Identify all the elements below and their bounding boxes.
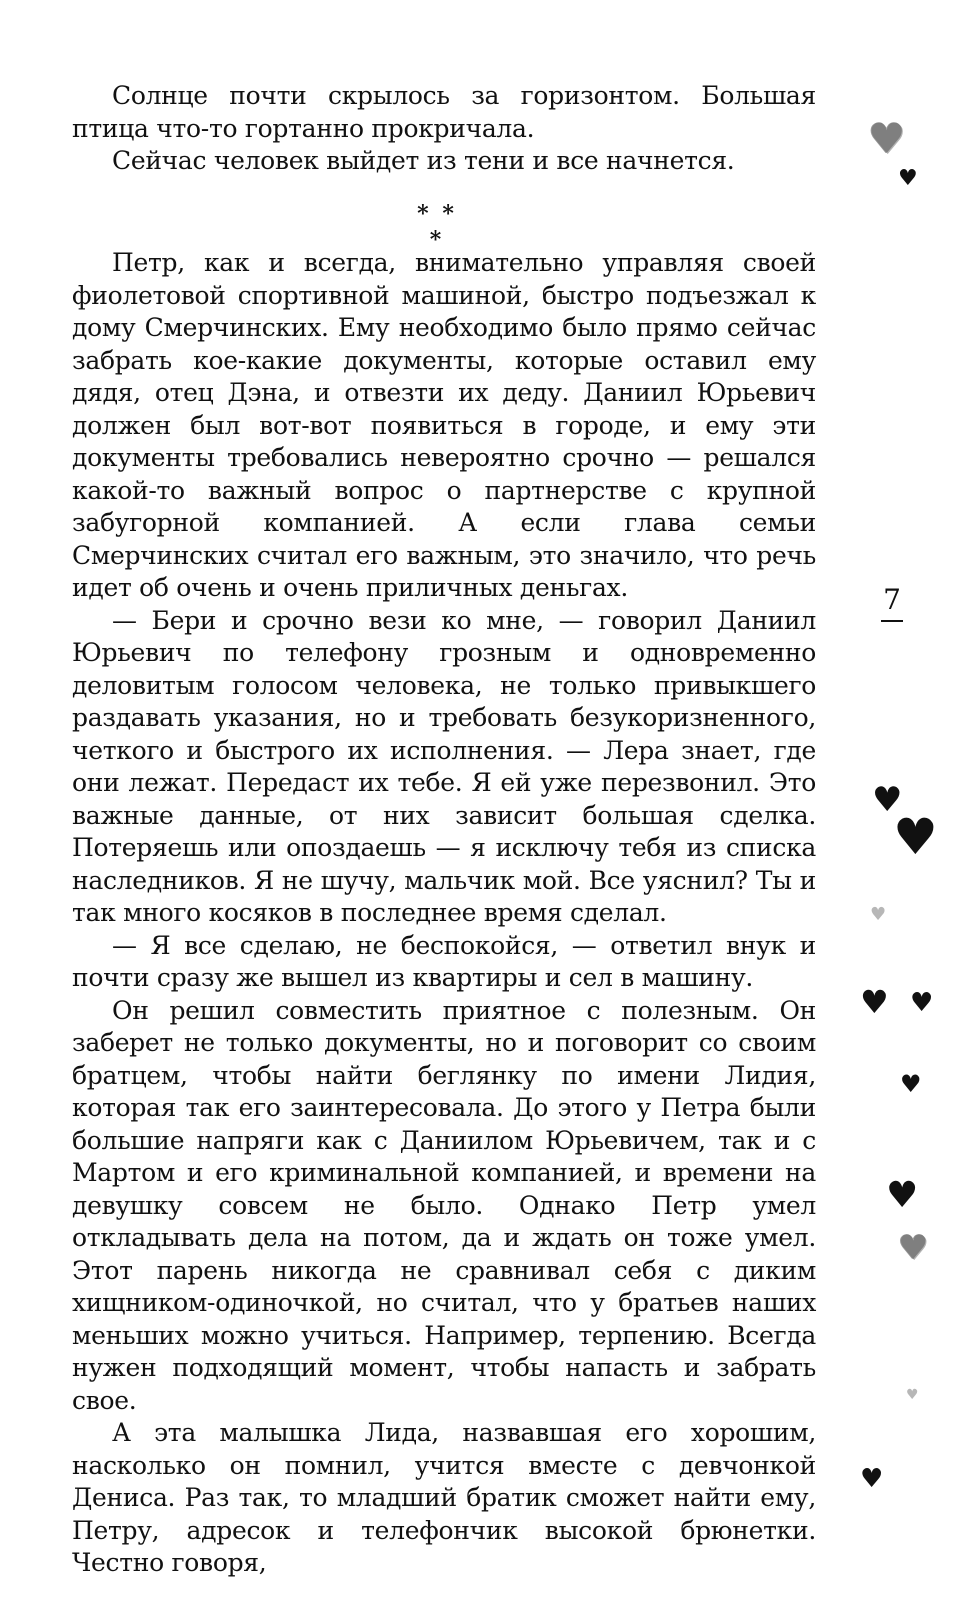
section-separator: * * *: [417, 201, 457, 253]
heart-icon: ♥: [893, 808, 938, 866]
heart-icon: ♥: [870, 904, 887, 925]
paragraph: Он решил совместить приятное с полезным. Он заберет не только документы, но и поговорит со своим братцем, чтобы найти беглянку по имени Лидия, которая так его заинтересовала. До этого у Петра были большие напряги как с Даниилом Юрьевичем, так и с Мартом и его криминальной компанией, и времени на девушку совсем не было. Однако Петр умел откладывать дела на потом, да и ждать он тоже умел. Этот парень никогда не сравнивал себя с диким хищником-одиночкой, но считал, что у братьев наших меньших можно учиться. Например, терпению. Всегда нужен подходящий момент, чтобы напасть и забрать свое.: [72, 995, 816, 1415]
heart-icon: ♥: [860, 983, 889, 1021]
heart-icon: ♥: [898, 166, 918, 191]
paragraph: Петр, как и всегда, внимательно управляя своей фиолетовой спортивной машиной, быстро подъезжал к дому Смерчинских. Ему необходимо было прямо сейчас забрать кое-какие документы, которые оставил ему дядя, отец Дэна, и отвезти их деду. Даниил Юрьевич должен был вот-вот появиться в городе, и ему эти документы требовались невероятно срочно — решался какой-то важный вопрос о партнерстве с крупной забугорной компанией. А если глава семьи Смерчинских считал его важным, это значило, что речь идет об очень и очень приличных деньгах.: [72, 248, 816, 602]
heart-icon: ♥: [872, 780, 903, 820]
heart-icon: ♥: [906, 1387, 919, 1403]
paragraph: Солнце почти скрылось за горизонтом. Большая птица что-то гортанно прокричала.: [72, 81, 816, 143]
heart-icon: ♥: [900, 1070, 922, 1098]
paragraph: — Я все сделаю, не беспокойся, — ответил внук и почти сразу же вышел из квартиры и сел в машину.: [72, 930, 816, 992]
heart-icon: ♥: [860, 1464, 884, 1494]
page-number: [872, 583, 912, 622]
heart-icon: ♥: [886, 1175, 919, 1216]
page-number-value: 7: [883, 583, 901, 616]
opening-paragraphs: [72, 80, 816, 178]
heart-icon: ♥: [868, 114, 906, 163]
heart-icon: ♥: [898, 1228, 929, 1268]
main-text: [72, 247, 816, 1580]
page-number-rule: [881, 620, 903, 622]
paragraph: — Бери и срочно вези ко мне, — говорил Даниил Юрьевич по телефону грозным и одновременно деловитым голосом человека, не только привыкшего раздавать указания, но и требовать безукоризненного, четкого и быстрого их исполнения. — Лера знает, где они лежат. Передаст их тебе. Я ей уже перезвонил. Это важные данные, от них зависит большая сделка. Потеряешь или опоздаешь — я исключу тебя из списка наследников. Я не шучу, мальчик мой. Все уяснил? Ты и так много косяков в последнее время сделал.: [72, 605, 816, 927]
heart-icon: ♥: [910, 988, 934, 1018]
paragraph: А эта малышка Лида, назвавшая его хорошим, насколько он помнил, учится вместе с девчонкой Дениса. Раз так, то младший братик сможет найти ему, Петру, адресок и телефончик высокой брюнетки. Честно говоря,: [72, 1418, 816, 1577]
paragraph: Сейчас человек выйдет из тени и все начнется.: [112, 146, 735, 175]
